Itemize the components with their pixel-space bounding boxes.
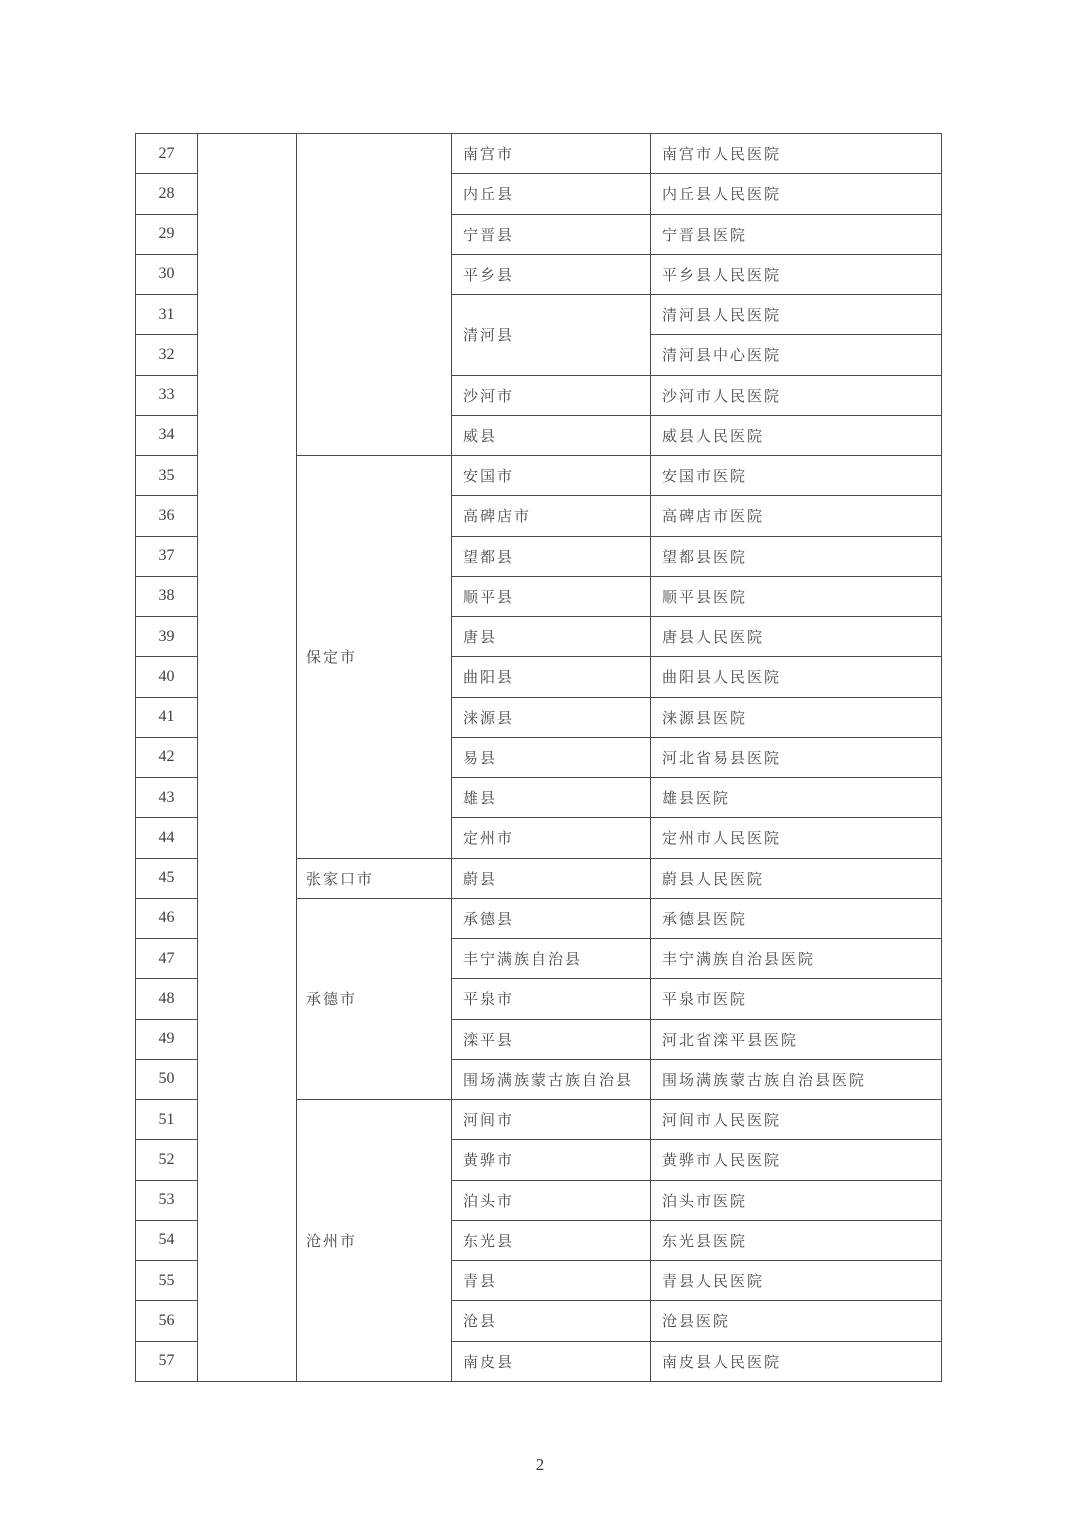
province-cell [198,134,297,1382]
hospital-cell: 沙河市人民医院 [651,375,942,415]
hospital-cell: 蔚县人民医院 [651,858,942,898]
row-number-cell: 35 [136,456,198,496]
hospital-table-body [136,134,942,1382]
row-number-cell: 55 [136,1261,198,1301]
county-cell: 沙河市 [452,375,651,415]
row-number-cell: 27 [136,134,198,174]
row-number-cell: 45 [136,858,198,898]
hospital-cell: 东光县医院 [651,1220,942,1260]
row-number-cell: 28 [136,174,198,214]
hospital-cell: 唐县人民医院 [651,617,942,657]
hospital-cell: 望都县医院 [651,536,942,576]
table-row [136,134,942,174]
hospital-cell: 河北省滦平县医院 [651,1019,942,1059]
hospital-cell: 清河县中心医院 [651,335,942,375]
row-number-cell: 42 [136,737,198,777]
county-cell: 南皮县 [452,1341,651,1382]
hospital-cell: 河间市人民医院 [651,1100,942,1140]
row-number-cell: 40 [136,657,198,697]
row-number-cell: 37 [136,536,198,576]
hospital-cell: 承德县医院 [651,898,942,938]
county-cell: 东光县 [452,1220,651,1260]
row-number-cell: 54 [136,1220,198,1260]
county-cell: 滦平县 [452,1019,651,1059]
hospital-cell: 泊头市医院 [651,1180,942,1220]
county-cell: 平乡县 [452,254,651,294]
row-number-cell: 51 [136,1100,198,1140]
row-number-cell: 52 [136,1140,198,1180]
row-number-cell: 56 [136,1301,198,1341]
row-number-cell: 39 [136,617,198,657]
county-cell: 定州市 [452,818,651,858]
county-cell: 望都县 [452,536,651,576]
hospital-cell: 内丘县人民医院 [651,174,942,214]
city-cell: 保定市 [297,456,452,859]
row-number-cell: 49 [136,1019,198,1059]
row-number-cell: 29 [136,214,198,254]
county-cell: 清河县 [452,295,651,376]
hospital-cell: 青县人民医院 [651,1261,942,1301]
county-cell: 泊头市 [452,1180,651,1220]
hospital-cell: 雄县医院 [651,778,942,818]
hospital-cell: 定州市人民医院 [651,818,942,858]
hospital-cell: 围场满族蒙古族自治县医院 [651,1059,942,1099]
hospital-cell: 南皮县人民医院 [651,1341,942,1382]
city-cell: 张家口市 [297,858,452,898]
hospital-cell: 宁晋县医院 [651,214,942,254]
county-cell: 高碑店市 [452,496,651,536]
county-cell: 威县 [452,415,651,455]
city-cell [297,134,452,456]
county-cell: 雄县 [452,778,651,818]
county-cell: 青县 [452,1261,651,1301]
county-cell: 安国市 [452,456,651,496]
county-cell: 围场满族蒙古族自治县 [452,1059,651,1099]
row-number-cell: 46 [136,898,198,938]
hospital-cell: 清河县人民医院 [651,295,942,335]
row-number-cell: 50 [136,1059,198,1099]
hospital-cell: 顺平县医院 [651,576,942,616]
row-number-cell: 53 [136,1180,198,1220]
county-cell: 宁晋县 [452,214,651,254]
hospital-cell: 平泉市医院 [651,979,942,1019]
county-cell: 平泉市 [452,979,651,1019]
county-cell: 南宫市 [452,134,651,174]
county-cell: 内丘县 [452,174,651,214]
row-number-cell: 38 [136,576,198,616]
county-cell: 涞源县 [452,697,651,737]
county-cell: 丰宁满族自治县 [452,939,651,979]
row-number-cell: 57 [136,1341,198,1382]
row-number-cell: 32 [136,335,198,375]
row-number-cell: 43 [136,778,198,818]
county-cell: 曲阳县 [452,657,651,697]
county-cell: 顺平县 [452,576,651,616]
county-cell: 黄骅市 [452,1140,651,1180]
hospital-cell: 安国市医院 [651,456,942,496]
hospital-table [135,133,942,1382]
county-cell: 易县 [452,737,651,777]
hospital-cell: 南宫市人民医院 [651,134,942,174]
row-number-cell: 47 [136,939,198,979]
row-number-cell: 31 [136,295,198,335]
hospital-cell: 威县人民医院 [651,415,942,455]
page-number: 2 [535,1455,545,1474]
row-number-cell: 41 [136,697,198,737]
county-cell: 承德县 [452,898,651,938]
hospital-cell: 丰宁满族自治县医院 [651,939,942,979]
county-cell: 蔚县 [452,858,651,898]
row-number-cell: 34 [136,415,198,455]
hospital-cell: 沧县医院 [651,1301,942,1341]
county-cell: 河间市 [452,1100,651,1140]
hospital-cell: 黄骅市人民医院 [651,1140,942,1180]
hospital-cell: 河北省易县医院 [651,737,942,777]
city-cell: 沧州市 [297,1100,452,1382]
city-cell: 承德市 [297,898,452,1099]
hospital-cell: 高碑店市医院 [651,496,942,536]
hospital-cell: 涞源县医院 [651,697,942,737]
row-number-cell: 44 [136,818,198,858]
row-number-cell: 48 [136,979,198,1019]
row-number-cell: 30 [136,254,198,294]
row-number-cell: 36 [136,496,198,536]
hospital-cell: 平乡县人民医院 [651,254,942,294]
county-cell: 唐县 [452,617,651,657]
hospital-cell: 曲阳县人民医院 [651,657,942,697]
row-number-cell: 33 [136,375,198,415]
county-cell: 沧县 [452,1301,651,1341]
